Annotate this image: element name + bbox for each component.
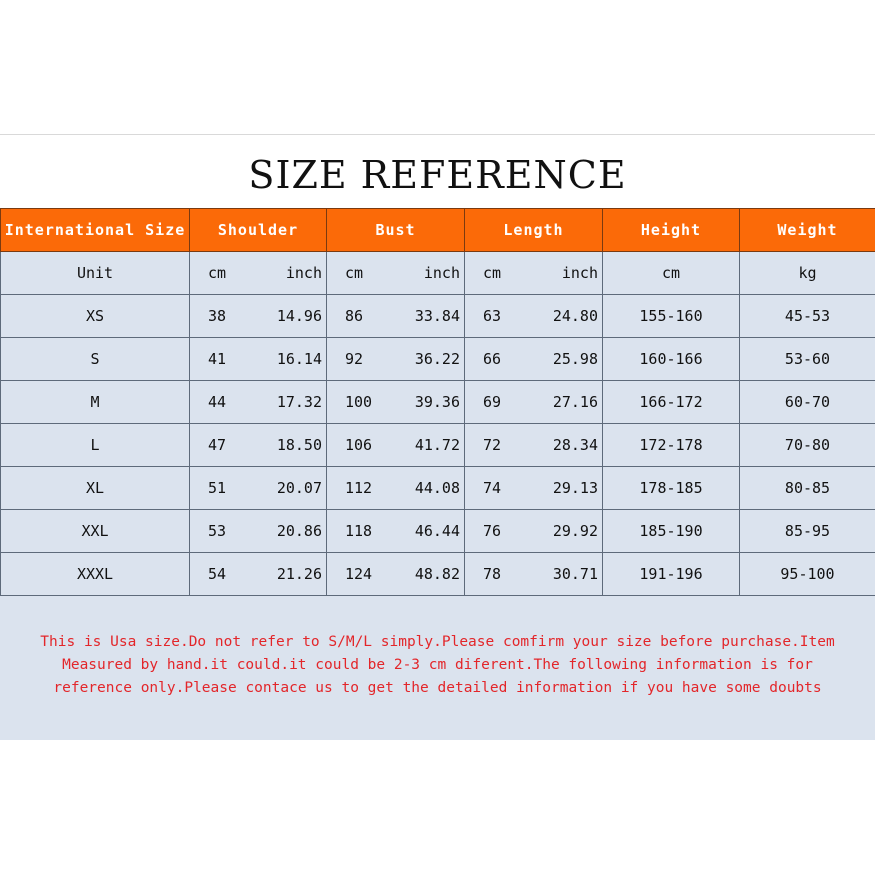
unit-shoulder-cm: cm (190, 252, 240, 295)
weight-cell: 85-95 (740, 510, 875, 553)
height-cell: 166-172 (603, 381, 740, 424)
shoulder-inch-cell: 16.14 (240, 338, 327, 381)
header-row (1, 209, 875, 252)
shoulder-cm-cell: 38 (190, 295, 240, 338)
size-cell: XL (1, 467, 190, 510)
height-cell: 172-178 (603, 424, 740, 467)
bust-inch-cell: 41.72 (377, 424, 465, 467)
length-cm-cell: 74 (465, 467, 515, 510)
size-cell: S (1, 338, 190, 381)
shoulder-inch-cell: 17.32 (240, 381, 327, 424)
bust-cm-cell: 92 (327, 338, 377, 381)
top-divider (0, 134, 875, 135)
length-cm-cell: 72 (465, 424, 515, 467)
shoulder-inch-cell: 20.07 (240, 467, 327, 510)
size-table (0, 208, 875, 596)
height-cell: 160-166 (603, 338, 740, 381)
weight-cell: 70-80 (740, 424, 875, 467)
height-cell: 155-160 (603, 295, 740, 338)
length-cm-cell: 69 (465, 381, 515, 424)
shoulder-inch-cell: 14.96 (240, 295, 327, 338)
length-inch-cell: 25.98 (515, 338, 603, 381)
weight-cell: 45-53 (740, 295, 875, 338)
bust-cm-cell: 86 (327, 295, 377, 338)
weight-cell: 60-70 (740, 381, 875, 424)
shoulder-inch-cell: 18.50 (240, 424, 327, 467)
unit-label: Unit (1, 252, 190, 295)
length-inch-cell: 29.13 (515, 467, 603, 510)
shoulder-cm-cell: 51 (190, 467, 240, 510)
bust-inch-cell: 39.36 (377, 381, 465, 424)
weight-cell: 95-100 (740, 553, 875, 596)
bust-inch-cell: 33.84 (377, 295, 465, 338)
height-cell: 178-185 (603, 467, 740, 510)
table-row (1, 295, 875, 338)
unit-length-cm: cm (465, 252, 515, 295)
header-bust: Bust (327, 209, 465, 252)
header-length: Length (465, 209, 603, 252)
size-disclaimer (0, 631, 875, 700)
length-inch-cell: 28.34 (515, 424, 603, 467)
table-row (1, 424, 875, 467)
bust-cm-cell: 124 (327, 553, 377, 596)
header-international-size: International Size (1, 209, 190, 252)
disclaimer-line-1: This is Usa size.Do not refer to S/M/L simply.Please comfirm your size before purchase.Item (40, 634, 835, 650)
table-row (1, 510, 875, 553)
length-inch-cell: 29.92 (515, 510, 603, 553)
shoulder-inch-cell: 20.86 (240, 510, 327, 553)
shoulder-cm-cell: 47 (190, 424, 240, 467)
shoulder-cm-cell: 53 (190, 510, 240, 553)
header-weight: Weight (740, 209, 875, 252)
unit-shoulder-inch: inch (240, 252, 327, 295)
bust-inch-cell: 36.22 (377, 338, 465, 381)
length-inch-cell: 30.71 (515, 553, 603, 596)
unit-length-inch: inch (515, 252, 603, 295)
length-cm-cell: 63 (465, 295, 515, 338)
bust-cm-cell: 106 (327, 424, 377, 467)
length-cm-cell: 76 (465, 510, 515, 553)
header-shoulder: Shoulder (190, 209, 327, 252)
bust-cm-cell: 112 (327, 467, 377, 510)
unit-weight: kg (740, 252, 875, 295)
height-cell: 185-190 (603, 510, 740, 553)
bust-inch-cell: 48.82 (377, 553, 465, 596)
height-cell: 191-196 (603, 553, 740, 596)
bust-cm-cell: 100 (327, 381, 377, 424)
size-cell: XXXL (1, 553, 190, 596)
bust-inch-cell: 44.08 (377, 467, 465, 510)
weight-cell: 80-85 (740, 467, 875, 510)
table-row (1, 467, 875, 510)
size-rows (1, 295, 875, 596)
size-cell: L (1, 424, 190, 467)
bust-cm-cell: 118 (327, 510, 377, 553)
unit-bust-inch: inch (377, 252, 465, 295)
table-row (1, 381, 875, 424)
unit-bust-cm: cm (327, 252, 377, 295)
length-inch-cell: 24.80 (515, 295, 603, 338)
shoulder-inch-cell: 21.26 (240, 553, 327, 596)
disclaimer-line-3: reference only.Please contace us to get the detailed information if you have some doubts (53, 680, 822, 696)
length-inch-cell: 27.16 (515, 381, 603, 424)
unit-row (1, 252, 875, 295)
page-title: SIZE REFERENCE (248, 153, 627, 197)
table-row (1, 338, 875, 381)
length-cm-cell: 66 (465, 338, 515, 381)
table-row (1, 553, 875, 596)
weight-cell: 53-60 (740, 338, 875, 381)
shoulder-cm-cell: 44 (190, 381, 240, 424)
disclaimer-line-2: Measured by hand.it could.it could be 2-3 cm diferent.The following information is for (62, 657, 813, 673)
shoulder-cm-cell: 54 (190, 553, 240, 596)
header-height: Height (603, 209, 740, 252)
bust-inch-cell: 46.44 (377, 510, 465, 553)
size-cell: M (1, 381, 190, 424)
length-cm-cell: 78 (465, 553, 515, 596)
size-cell: XS (1, 295, 190, 338)
size-cell: XXL (1, 510, 190, 553)
unit-height: cm (603, 252, 740, 295)
shoulder-cm-cell: 41 (190, 338, 240, 381)
